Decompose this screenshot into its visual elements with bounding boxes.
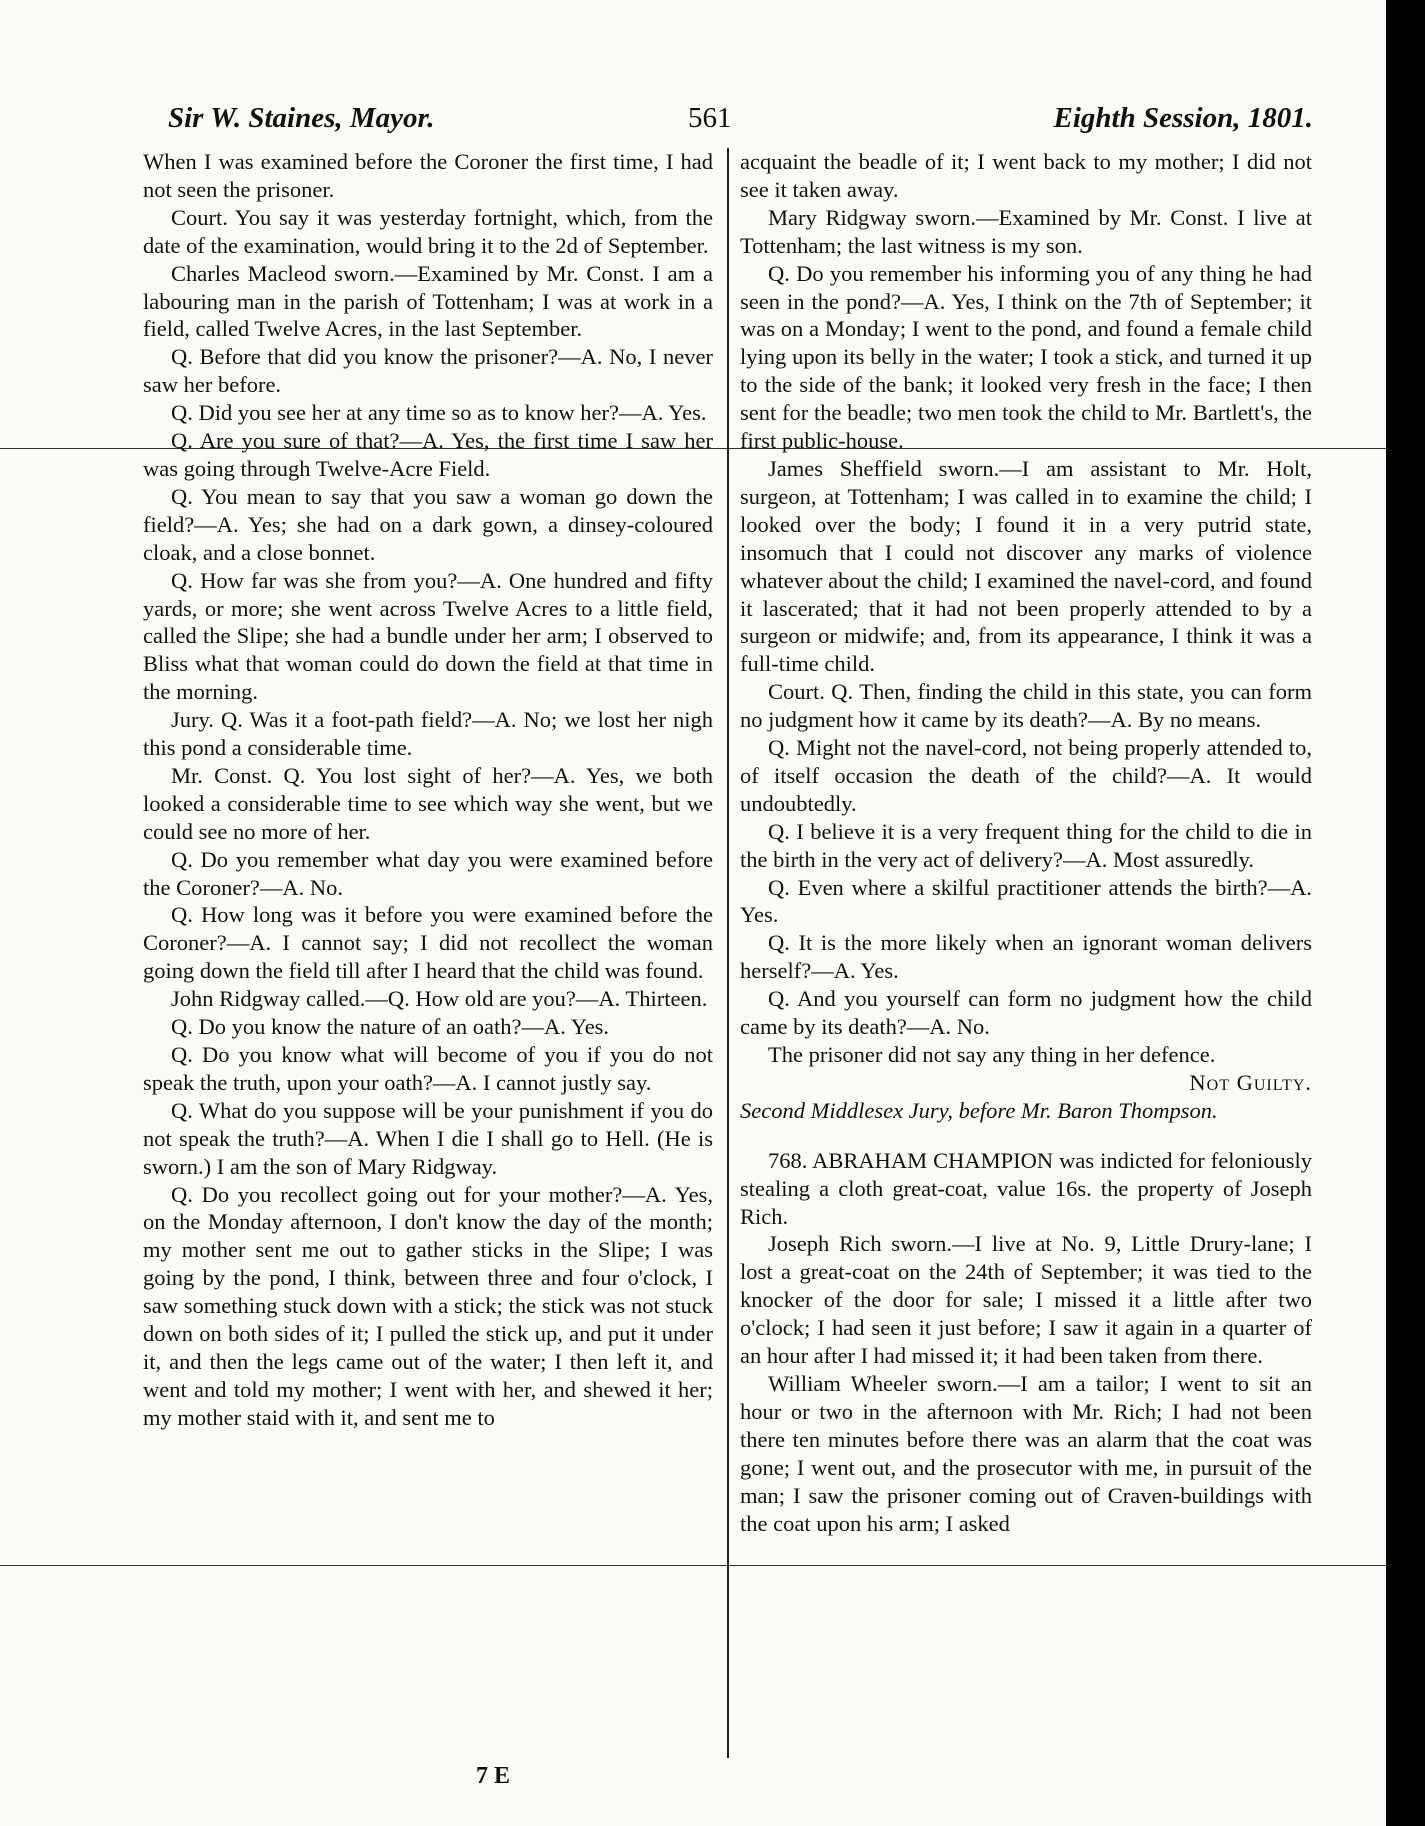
- paragraph: Charles Macleod sworn.—Examined by Mr. Const. I am a labouring man in the parish of Tottenham; I was at work in a field, called Twelve Acres, in the last September.: [143, 260, 713, 342]
- paragraph: Mr. Const. Q. You lost sight of her?—A. Yes, we both looked a considerable time to see which way she went, but we could see no more of her.: [143, 762, 713, 844]
- left-column: [143, 148, 713, 1432]
- paragraph: Q. Do you remember what day you were examined before the Coroner?—A. No.: [143, 846, 713, 900]
- paragraph: Q. Are you sure of that?—A. Yes, the first time I saw her was going through Twelve-Acre Field.: [143, 428, 713, 481]
- column-rule: [727, 148, 729, 1758]
- paragraph: Q. What do you suppose will be your punishment if you do not speak the truth?—A. When I die I shall go to Hell. (He is sworn.) I am the son of Mary Ridgway.: [143, 1097, 713, 1179]
- paragraph: Court. You say it was yesterday fortnight, which, from the date of the examination, would bring it to the 2d of September.: [143, 204, 713, 258]
- scan-border: [1386, 0, 1425, 1826]
- paragraph: William Wheeler sworn.—I am a tailor; I went to sit an hour or two in the afternoon with Mr. Rich; I had not been there ten minutes before there was an alarm that the coat was gone; I went out, and the prosecutor with me, in pursuit of the man; I saw the prisoner coming out of Craven-buildings with the coat upon his arm; I asked: [740, 1370, 1312, 1536]
- paragraph: Q. Do you remember his informing you of any thing he had seen in the pond?—A. Yes, I think on the 7th of September; it was on a Monday; I went to the pond, and found a female child lying upon its belly in the water; I took a stick, and turned it up to the side of the bank; it looked very fresh in the face; I then sent for the beadle; two men took the child to Mr. Bartlett's, the first public-house.: [740, 260, 1312, 454]
- paragraph: Q. Do you recollect going out for your mother?—A. Yes, on the Monday afternoon, I don't know the day of the month; my mother sent me out to gather sticks in the Slipe; I was going by the pond, I think, between three and four o'clock, I saw something stuck down with a stick; the stick was not stuck down on both sides of it; I pulled the stick up, and put it under it, and then the legs came out of the water; I then left it, and went and told my mother; I went with her, and shewed it her; my mother staid with it, and sent me to: [143, 1181, 713, 1430]
- paragraph: Court. Q. Then, finding the child in this state, you can form no judgment how it came by its death?—A. By no means.: [740, 679, 1312, 733]
- paragraph: Q. Do you know the nature of an oath?—A. Yes.: [171, 1014, 610, 1040]
- paragraph: Q. And you yourself can form no judgment how the child came by its death?—A. No.: [740, 986, 1312, 1040]
- paragraph: acquaint the beadle of it; I went back to my mother; I did not see it taken away.: [740, 149, 1312, 202]
- paragraph: James Sheffield sworn.—I am assistant to Mr. Holt, surgeon, at Tottenham; I was called in to examine the child; I looked over the body; I found it in a very putrid state, insomuch that I could not discover any marks of violence whatever about the child; I examined the navel-cord, and found it lascerated; that it had not been properly attended to by a surgeon or midwife; and, from its appearance, I think it was a full-time child.: [740, 455, 1312, 677]
- paragraph: When I was examined before the Coroner the first time, I had not seen the prisoner.: [143, 149, 713, 202]
- paragraph: John Ridgway called.—Q. How old are you?—A. Thirteen.: [171, 986, 708, 1012]
- paragraph: Jury. Q. Was it a foot-path field?—A. No; we lost her nigh this pond a considerable time.: [143, 707, 713, 761]
- page-number: 561: [688, 102, 732, 134]
- paragraph: The prisoner did not say any thing in her defence.: [768, 1042, 1216, 1067]
- running-header: [168, 96, 1313, 140]
- paragraph: Q. It is the more likely when an ignorant woman delivers herself?—A. Yes.: [740, 930, 1312, 984]
- paragraph: Q. Before that did you know the prisoner?—A. No, I never saw her before.: [143, 344, 713, 398]
- paragraph: Q. Do you know what will become of you if you do not speak the truth, upon your oath?—A. I cannot justly say.: [143, 1042, 713, 1095]
- right-column: [740, 148, 1312, 1537]
- paragraph: Q. Did you see her at any time so as to know her?—A. Yes.: [171, 400, 707, 426]
- paragraph: Q. How far was she from you?—A. One hundred and fifty yards, or more; she went across Twelve Acres to a little field, called the Slipe; she had a bundle under her arm; I observed to Bliss what that woman could do down the field at that time in the morning.: [143, 567, 713, 705]
- paragraph: Q. Even where a skilful practitioner attends the birth?—A. Yes.: [740, 874, 1312, 928]
- scan-line-bottom: [0, 1565, 1386, 1566]
- paragraph: Q. How long was it before you were examined before the Coroner?—A. I cannot say; I did not recollect the woman going down the field till after I heard that the child was found.: [143, 902, 713, 984]
- verdict: Not Guilty.: [1189, 1069, 1312, 1095]
- case-heading: 768. ABRAHAM CHAMPION was indicted for feloniously stealing a cloth great-coat, value 16s. the property of Joseph Rich.: [740, 1147, 1312, 1229]
- header-right: Eighth Session, 1801.: [1053, 102, 1313, 134]
- paragraph: Q. You mean to say that you saw a woman go down the field?—A. Yes; she had on a dark gown, a dinsey-coloured cloak, and a close bonnet.: [143, 483, 713, 565]
- paragraph: Q. Might not the navel-cord, not being properly attended to, of itself occasion the death of the child?—A. It would undoubtedly.: [740, 735, 1312, 816]
- signature-mark: 7 E: [476, 1763, 511, 1789]
- paragraph: Mary Ridgway sworn.—Examined by Mr. Const. I live at Tottenham; the last witness is my son.: [740, 204, 1312, 258]
- jury-line: Second Middlesex Jury, before Mr. Baron Thompson.: [740, 1097, 1218, 1123]
- paragraph: Q. I believe it is a very frequent thing for the child to die in the birth in the very act of delivery?—A. Most assuredly.: [740, 818, 1312, 872]
- paragraph: Joseph Rich sworn.—I live at No. 9, Little Drury-lane; I lost a great-coat on the 24th of September; it was tied to the knocker of the door for sale; I missed it a little after two o'clock; I had seen it just before; I saw it again in a quarter of an hour after I had missed it; it had been taken from there.: [740, 1231, 1312, 1369]
- header-left: Sir W. Staines, Mayor.: [168, 102, 435, 134]
